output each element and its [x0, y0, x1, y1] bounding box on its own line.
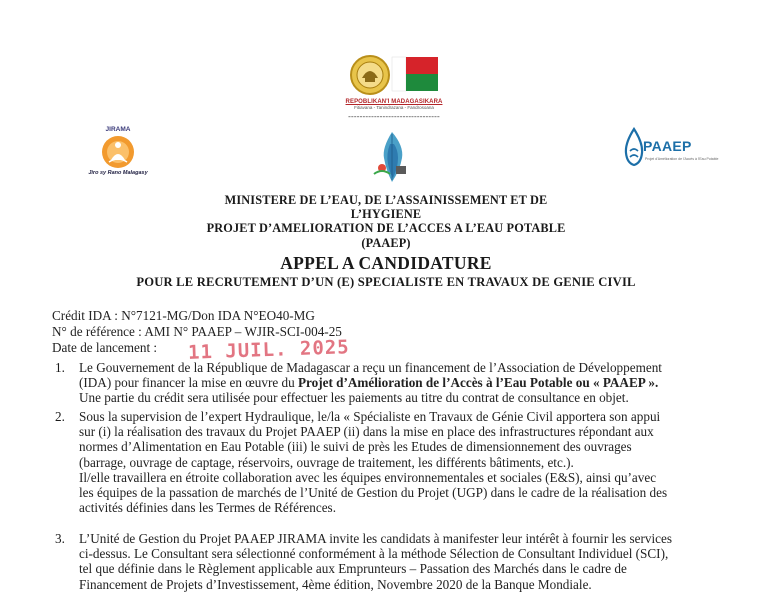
paragraph-line: L’Unité de Gestion du Projet PAAEP JIRAMA invite les candidats à manifester leur intérêt à fournir les services — [79, 531, 672, 546]
header-separator: -------------------------------- — [348, 112, 440, 121]
jirama-tagline: Jiro sy Rano Malagasy — [88, 170, 148, 176]
paaep-logo — [615, 125, 719, 175]
paragraph-line: sur (i) la réalisation des travaux du Projet PAAEP (ii) dans la mise en place des infrastructures répondant aux — [79, 424, 654, 440]
project-title-line1: PROJET D’AMELIORATION DE L’ACCES A L’EAU POTABLE — [206, 221, 566, 235]
appel-heading: APPEL A CANDIDATURE — [280, 253, 492, 273]
ministry-title-line1: MINISTERE DE L’EAU, DE L’ASSAINISSEMENT ET DE — [224, 193, 548, 207]
republic-seal-flag-icon — [348, 52, 440, 98]
item-number: 2. — [55, 409, 65, 424]
paragraph-line: tel que définie dans le Règlement applicable aux Emprunteurs – Passation des Marchés dans le cadre de — [79, 561, 627, 577]
list-item — [79, 360, 731, 406]
paragraph-line: normes d’Alimentation en Eau Potable (iii) le suivi de près les Etudes de dimensionnement des ouvrages — [79, 439, 632, 455]
paragraph-line: les équipes de la passation de marchés de l’Unité de Gestion du Projet (UGP) dans le cadre de la réalisation des — [79, 485, 668, 501]
ministry-logo — [370, 130, 414, 184]
ministry-title-line2: L’HYGIENE — [350, 207, 422, 221]
water-drop-icon — [623, 127, 645, 171]
madagascar-map-drop-icon — [370, 130, 414, 184]
item-number: 3. — [55, 531, 65, 546]
paaep-name: PAAEP — [643, 138, 692, 154]
paaep-tagline: Projet d'Amélioration de l'Accès à l'Eau Potable — [645, 157, 719, 161]
paragraph-line: (IDA) pour financer la mise en œuvre du Projet d’Amélioration de l’Accès à l’Eau Potable ou « PAAEP ». — [79, 375, 659, 391]
credit-line: Crédit IDA : N°7121-MG/Don IDA N°EO40-MG — [52, 308, 315, 323]
paragraph-line: activités définies dans les Termes de Références. — [79, 500, 336, 516]
paragraph-line: Une partie du crédit sera utilisée pour effectuer les paiements au titre du contrat de consultance en objet. — [79, 390, 629, 406]
recruitment-heading: POUR LE RECRUTEMENT D’UN (E) SPECIALISTE EN TRAVAUX DE GENIE CIVIL — [136, 275, 636, 289]
date-stamp: 11 JUIL. 2025 — [187, 336, 351, 364]
republic-name: REPOBLIKAN'I MADAGASIKARA — [345, 99, 443, 105]
launch-date-label: Date de lancement : — [52, 340, 158, 355]
jirama-name: JIRAMA — [105, 126, 131, 133]
republic-motto: Fitiavana - Tanindrazana - Fandrosoana — [354, 105, 434, 110]
paragraph-line: Le Gouvernement de la République de Madagascar a reçu un financement de l’Association de Développement — [79, 360, 662, 375]
jirama-emblem-icon — [100, 134, 136, 170]
paragraph-line: Financement de Projets d’Investissement, 4ème édition, Novembre 2020 de la Banque Mondiale. — [79, 576, 592, 592]
paragraph-line: Sous la supervision de l’expert Hydraulique, le/la « Spécialiste en Travaux de Génie Civil apportera son appui — [79, 409, 661, 424]
reference-line: N° de référence : AMI N° PAAEP – WJIR-SCI-004-25 — [52, 324, 342, 339]
list-item — [79, 409, 731, 515]
paragraph-line: Il/elle travaillera en étroite collaboration avec les équipes environnementales et sociales (E&S), ainsi qu’avec — [79, 469, 657, 485]
jirama-logo — [78, 126, 158, 176]
republic-seal-block — [330, 52, 458, 121]
paragraph-line: ci-dessus. Le Consultant sera sélectionné conformément à la méthode Sélection de Consultant Individuel (SCI), — [79, 546, 669, 562]
project-title-line2: (PAAEP) — [361, 236, 411, 250]
list-item — [79, 531, 731, 592]
paragraph-line: (barrage, ouvrage de captage, réservoirs, ouvrage de traitement, les différents bâtiments, etc.). — [79, 454, 574, 470]
item-number: 1. — [55, 360, 65, 375]
